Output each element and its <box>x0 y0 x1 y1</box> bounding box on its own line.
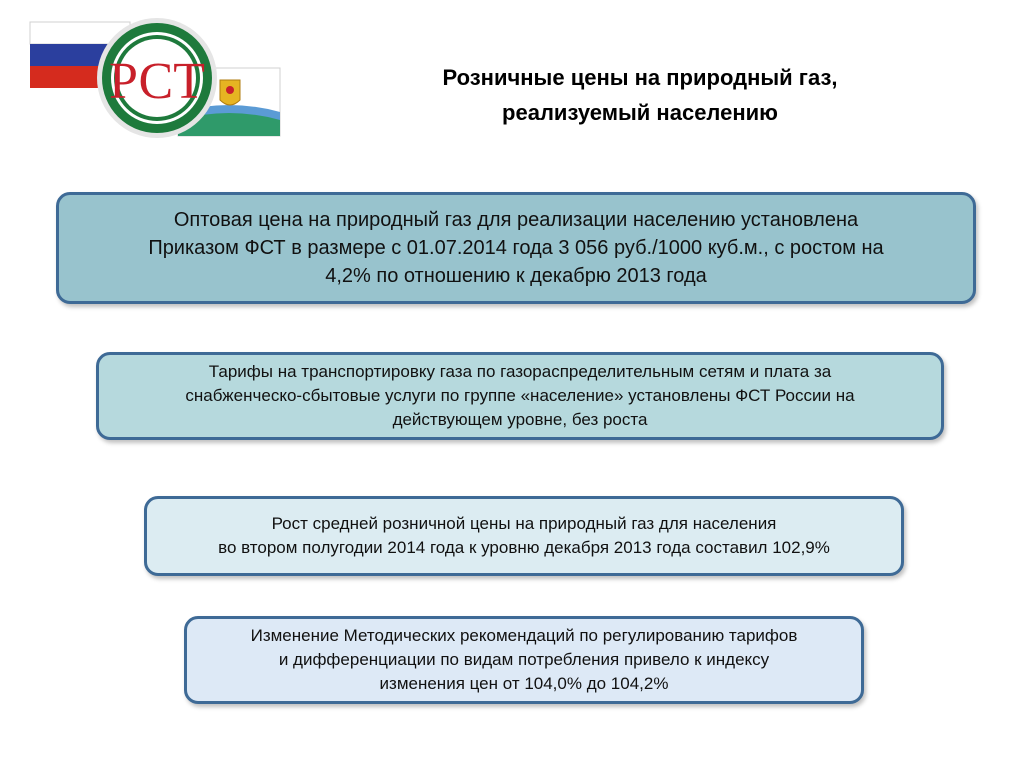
title-line-1: Розничные цены на природный газ, <box>442 65 838 90</box>
box-text-line: Изменение Методических рекомендаций по регулированию тарифов <box>250 626 798 645</box>
wholesale-price-box <box>56 192 976 304</box>
box-text-line: и дифференциации по видам потребления привело к индексу <box>278 650 770 669</box>
box-text-line: Рост средней розничной цены на природный газ для населения <box>271 514 777 533</box>
box-text-line: действующем уровне, без роста <box>392 410 648 429</box>
title-line-2: реализуемый населению <box>502 100 778 125</box>
box-text-line: Приказом ФСТ в размере с 01.07.2014 года 3 056 руб./1000 куб.м., с ростом на <box>148 237 884 259</box>
methodology-change-box <box>184 616 864 704</box>
header-logos <box>0 0 300 150</box>
box-text-line: снабженческо-сбытовые услуги по группе «население» установлены ФСТ России на <box>185 386 855 405</box>
box-text-line: Оптовая цена на природный газ для реализации населению установлена <box>173 209 859 231</box>
logo-graphic <box>0 0 300 150</box>
box-text-line: 4,2% по отношению к декабрю 2013 года <box>325 265 707 287</box>
box-text-line: изменения цен от 104,0% до 104,2% <box>379 674 669 693</box>
box-text-line: во втором полугодии 2014 года к уровню декабря 2013 года составил 102,9% <box>218 538 830 557</box>
transport-tariffs-box <box>96 352 944 440</box>
box-text-line: Тарифы на транспортировку газа по газораспределительным сетям и плата за <box>208 362 832 381</box>
logo-text: РСТ <box>108 53 206 110</box>
rst-emblem-icon <box>97 18 217 138</box>
retail-price-growth-box <box>144 496 904 576</box>
page-title <box>360 60 920 130</box>
